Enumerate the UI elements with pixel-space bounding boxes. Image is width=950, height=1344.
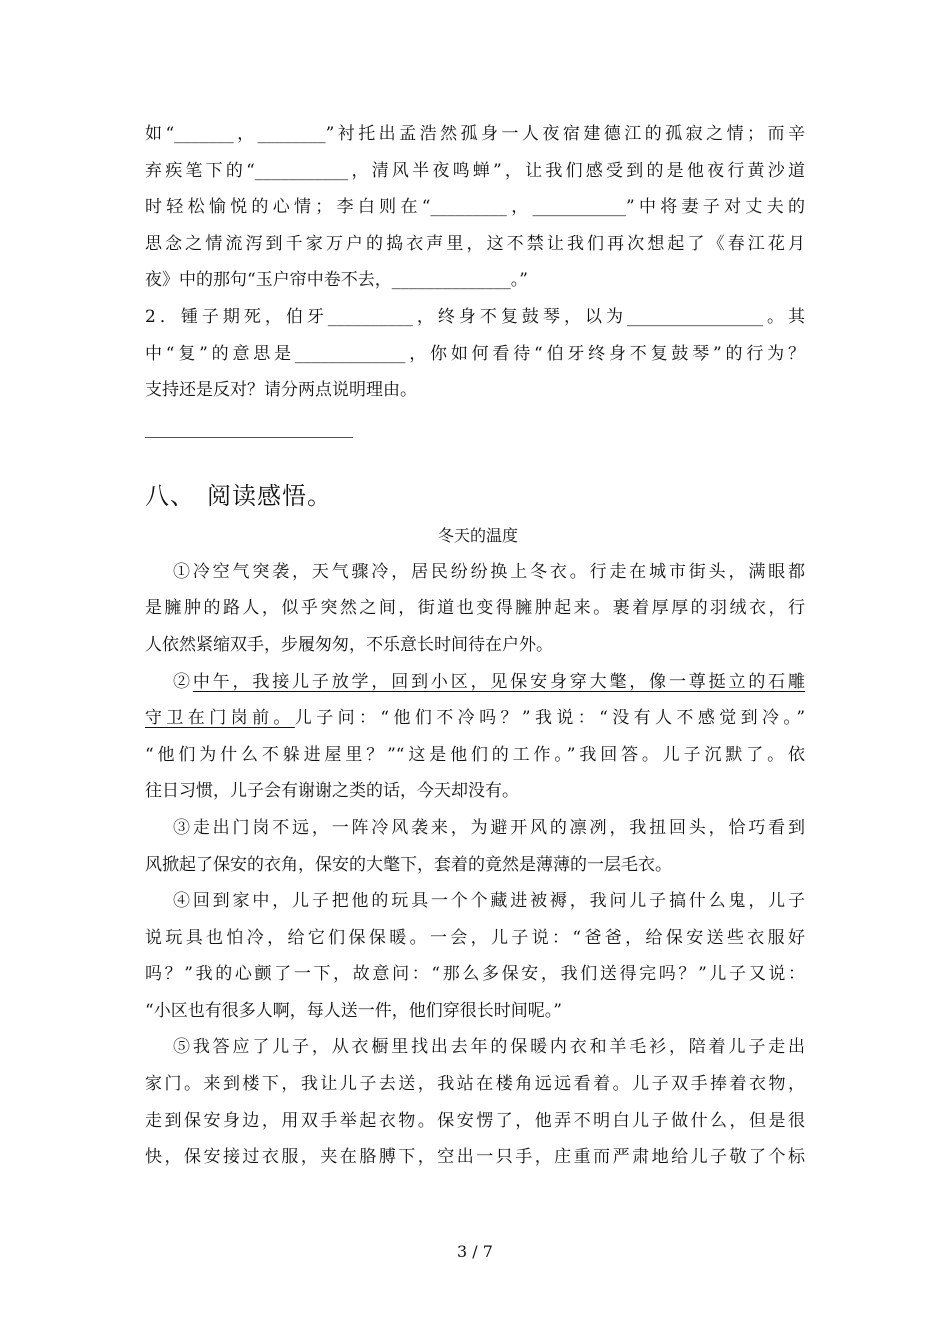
underlined-sentence: 中午，我接儿子放学，回到小区，见保安身穿大氅，像一尊挺立的石雕 bbox=[192, 671, 806, 692]
paragraph-4 bbox=[145, 883, 805, 1029]
text-line: 吗？”我的心颤了一下，故意问：“那么多保安，我们送得完吗？”儿子又说： bbox=[145, 964, 805, 985]
text-line: 是臃肿的路人，似乎突然之间，街道也变得臃肿起来。裹着厚厚的羽绒衣，行 bbox=[145, 598, 805, 619]
text-line: ③走出门岗不远，一阵冷风袭来，为避开风的凛冽，我扭回头，恰巧看到 bbox=[173, 817, 805, 838]
text-line: 往日习惯，儿子会有谢谢之类的话，今天却没有。 bbox=[145, 781, 519, 802]
text-line: 2．锺子期死，伯牙__________，终身不复鼓琴，以为________________。其 bbox=[145, 306, 805, 327]
text-line: 走到保安身边，用双手举起衣物。保安愣了，他弄不明白儿子做什么，但是很 bbox=[145, 1110, 805, 1131]
question-2-text bbox=[145, 299, 805, 409]
text-line: 支持还是反对？请分两点说明理由。 bbox=[145, 380, 417, 401]
text-line: 快，保安接过衣服，夹在胳膊下，空出一只手，庄重而严肃地给儿子敬了个标 bbox=[145, 1147, 805, 1168]
paragraph-1 bbox=[145, 554, 805, 664]
underlined-sentence: 守卫在门岗前。 bbox=[145, 708, 295, 729]
text-line: 人依然紧缩双手，步履匆匆，不乐意长时间待在户外。 bbox=[145, 634, 553, 655]
text-line: 夜》中的那句“玉户帘中卷不去，______________。” bbox=[145, 270, 528, 291]
answer-blank-line bbox=[145, 437, 353, 438]
text-line: ④回到家中，儿子把他的玩具一个个藏进被褥，我问儿子搞什么鬼，儿子 bbox=[173, 891, 805, 912]
text-line: 思念之情流泻到千家万户的捣衣声里，这不禁让我们再次想起了《春江花月 bbox=[145, 233, 805, 254]
text-line bbox=[145, 700, 805, 737]
paragraph-2 bbox=[145, 664, 805, 810]
section-number: 八、 bbox=[145, 481, 195, 510]
passage-title: 冬天的温度 bbox=[437, 525, 518, 545]
text-line: “他们为什么不躲进屋里？”“这是他们的工作。”我回答。儿子沉默了。依 bbox=[145, 744, 805, 765]
question-1-text bbox=[145, 116, 805, 299]
text-line: ⑤我答应了儿子，从衣橱里找出去年的保暖内衣和羊毛衫，陪着儿子走出 bbox=[173, 1037, 805, 1058]
text-line: 如“_______，________”衬托出孟浩然孤身一人夜宿建德江的孤寂之情；而辛 bbox=[145, 124, 805, 144]
paragraph-marker: ② bbox=[173, 671, 193, 692]
page-number: 3 / 7 bbox=[457, 1242, 493, 1261]
text-line: 中“复”的意思是_____________，你如何看待“伯牙终身不复鼓琴”的行为？ bbox=[145, 343, 805, 364]
section-heading bbox=[145, 476, 805, 516]
text-line: 家门。来到楼下，我让儿子去送，我站在楼角远远看着。儿子双手捧着衣物， bbox=[145, 1074, 805, 1095]
paragraph-5 bbox=[145, 1029, 805, 1175]
text-span: 儿子问：“他们不冷吗？”我说：“没有人不感觉到冷。” bbox=[294, 708, 806, 729]
paragraph-3 bbox=[145, 810, 805, 883]
text-line: 时轻松愉悦的心情；李白则在“_________，___________”中将妻子对丈夫的 bbox=[145, 197, 805, 218]
section-title: 阅读感悟。 bbox=[207, 481, 332, 510]
text-line: 弃疾笔下的“___________，清风半夜鸣蝉”，让我们感受到的是他夜行黄沙道 bbox=[145, 160, 805, 181]
text-line: “小区也有很多人啊，每人送一件，他们穿很长时间呢。” bbox=[145, 1000, 562, 1021]
text-line: ①冷空气突袭，天气骤冷，居民纷纷换上冬衣。行走在城市街头，满眼都 bbox=[173, 561, 805, 582]
text-line bbox=[145, 664, 805, 701]
text-line: 风掀起了保安的衣角，保安的大氅下，套着的竟然是薄薄的一层毛衣。 bbox=[145, 854, 672, 875]
page-content bbox=[145, 116, 805, 1176]
text-line: 说玩具也怕冷，给它们保保暖。一会，儿子说：“爸爸，给保安送些衣服好 bbox=[145, 927, 805, 948]
